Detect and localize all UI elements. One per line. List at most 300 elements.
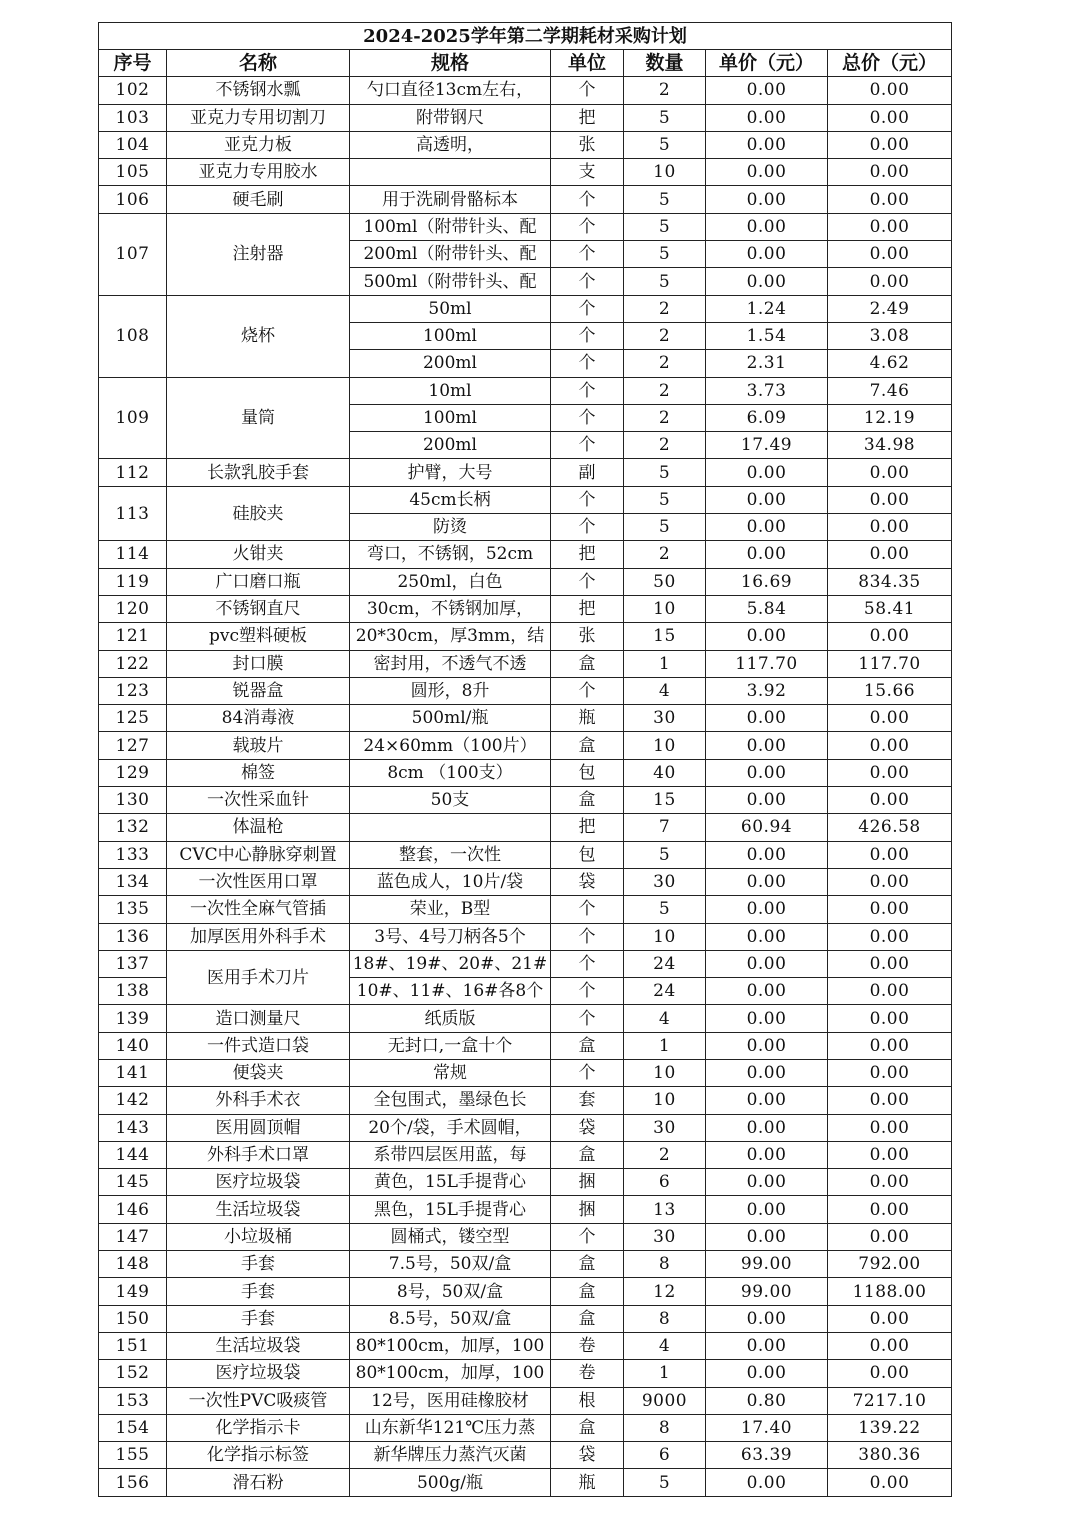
cell-qty: 50 xyxy=(624,568,706,595)
cell-total: 12.19 xyxy=(828,404,952,431)
cell-qty: 2 xyxy=(624,432,706,459)
cell-total: 117.70 xyxy=(828,650,952,677)
cell-unit: 副 xyxy=(551,459,624,486)
cell-no: 109 xyxy=(99,377,167,459)
table-row xyxy=(99,1114,952,1141)
cell-unit: 张 xyxy=(551,623,624,650)
table-row xyxy=(99,1196,952,1223)
cell-price: 0.00 xyxy=(706,1332,828,1359)
cell-unit: 瓶 xyxy=(551,705,624,732)
cell-unit: 个 xyxy=(551,1223,624,1250)
cell-qty: 2 xyxy=(624,404,706,431)
cell-spec: 500ml（附带针头、配 xyxy=(350,268,551,295)
cell-total: 0.00 xyxy=(828,268,952,295)
cell-price: 0.00 xyxy=(706,732,828,759)
cell-qty: 5 xyxy=(624,131,706,158)
table-row xyxy=(99,1223,952,1250)
cell-name: 亚克力专用胶水 xyxy=(167,159,350,186)
cell-price: 0.00 xyxy=(706,1223,828,1250)
cell-unit: 个 xyxy=(551,77,624,104)
cell-unit: 张 xyxy=(551,131,624,158)
cell-qty: 30 xyxy=(624,1114,706,1141)
cell-price: 0.00 xyxy=(706,759,828,786)
cell-spec: 密封用，不透气不透 xyxy=(350,650,551,677)
cell-name: 外科手术口罩 xyxy=(167,1141,350,1168)
cell-no: 138 xyxy=(99,978,167,1005)
cell-total: 0.00 xyxy=(828,759,952,786)
table-row xyxy=(99,1442,952,1469)
cell-qty: 2 xyxy=(624,1141,706,1168)
cell-total: 0.00 xyxy=(828,1305,952,1332)
cell-total: 0.00 xyxy=(828,486,952,513)
cell-unit: 个 xyxy=(551,1005,624,1032)
cell-total: 0.00 xyxy=(828,705,952,732)
cell-no: 113 xyxy=(99,486,167,541)
cell-unit: 捆 xyxy=(551,1169,624,1196)
cell-spec: 20*30cm，厚3mm，结 xyxy=(350,623,551,650)
cell-no: 140 xyxy=(99,1032,167,1059)
cell-spec: 3号、4号刀柄各5个 xyxy=(350,923,551,950)
table-row xyxy=(99,541,952,568)
cell-name: 不锈钢直尺 xyxy=(167,595,350,622)
cell-total: 0.00 xyxy=(828,868,952,895)
cell-spec: 用于洗刷骨骼标本 xyxy=(350,186,551,213)
cell-price: 0.00 xyxy=(706,896,828,923)
cell-price: 0.00 xyxy=(706,978,828,1005)
cell-spec: 8号，50双/盒 xyxy=(350,1278,551,1305)
cell-spec: 新华牌压力蒸汽灭菌 xyxy=(350,1442,551,1469)
cell-spec: 20个/袋，手术圆帽， xyxy=(350,1114,551,1141)
cell-total: 0.00 xyxy=(828,1141,952,1168)
cell-spec: 100ml xyxy=(350,404,551,431)
cell-qty: 5 xyxy=(624,241,706,268)
cell-qty: 6 xyxy=(624,1169,706,1196)
table-row xyxy=(99,213,952,240)
cell-name: 亚克力板 xyxy=(167,131,350,158)
cell-qty: 10 xyxy=(624,732,706,759)
cell-qty: 5 xyxy=(624,486,706,513)
table-row xyxy=(99,1305,952,1332)
cell-total: 0.00 xyxy=(828,159,952,186)
cell-spec: 200ml xyxy=(350,350,551,377)
cell-name: 手套 xyxy=(167,1251,350,1278)
cell-no: 129 xyxy=(99,759,167,786)
cell-spec: 8cm （100支） xyxy=(350,759,551,786)
cell-unit: 个 xyxy=(551,514,624,541)
cell-unit: 盒 xyxy=(551,732,624,759)
cell-qty: 30 xyxy=(624,1223,706,1250)
cell-spec: 100ml xyxy=(350,322,551,349)
cell-unit: 个 xyxy=(551,350,624,377)
cell-price: 0.00 xyxy=(706,705,828,732)
cell-price: 63.39 xyxy=(706,1442,828,1469)
cell-unit: 个 xyxy=(551,486,624,513)
cell-qty: 10 xyxy=(624,923,706,950)
cell-qty: 4 xyxy=(624,1005,706,1032)
cell-unit: 卷 xyxy=(551,1360,624,1387)
cell-total: 0.00 xyxy=(828,77,952,104)
cell-no: 147 xyxy=(99,1223,167,1250)
cell-name: 生活垃圾袋 xyxy=(167,1196,350,1223)
cell-total: 3.08 xyxy=(828,322,952,349)
cell-qty: 5 xyxy=(624,104,706,131)
cell-price: 0.00 xyxy=(706,1005,828,1032)
table-row xyxy=(99,1087,952,1114)
cell-unit: 把 xyxy=(551,814,624,841)
cell-price: 0.00 xyxy=(706,486,828,513)
table-row xyxy=(99,868,952,895)
cell-name: 小垃圾桶 xyxy=(167,1223,350,1250)
cell-qty: 6 xyxy=(624,1442,706,1469)
cell-qty: 10 xyxy=(624,1059,706,1086)
cell-spec: 防烫 xyxy=(350,514,551,541)
cell-price: 99.00 xyxy=(706,1278,828,1305)
cell-no: 127 xyxy=(99,732,167,759)
cell-qty: 1 xyxy=(624,1032,706,1059)
cell-unit: 根 xyxy=(551,1387,624,1414)
cell-name: 化学指示标签 xyxy=(167,1442,350,1469)
cell-spec: 30cm，不锈钢加厚， xyxy=(350,595,551,622)
header-total: 总价（元） xyxy=(828,50,952,77)
cell-qty: 5 xyxy=(624,841,706,868)
cell-qty: 5 xyxy=(624,1469,706,1496)
cell-qty: 5 xyxy=(624,459,706,486)
cell-unit: 个 xyxy=(551,677,624,704)
cell-unit: 个 xyxy=(551,568,624,595)
cell-total: 139.22 xyxy=(828,1414,952,1441)
table-row xyxy=(99,77,952,104)
cell-no: 139 xyxy=(99,1005,167,1032)
cell-no: 132 xyxy=(99,814,167,841)
cell-price: 99.00 xyxy=(706,1251,828,1278)
cell-unit: 个 xyxy=(551,322,624,349)
cell-total: 0.00 xyxy=(828,186,952,213)
cell-no: 125 xyxy=(99,705,167,732)
cell-price: 3.73 xyxy=(706,377,828,404)
cell-total: 0.00 xyxy=(828,1005,952,1032)
cell-price: 117.70 xyxy=(706,650,828,677)
cell-no: 103 xyxy=(99,104,167,131)
cell-name: 量筒 xyxy=(167,377,350,459)
cell-qty: 5 xyxy=(624,186,706,213)
cell-qty: 1 xyxy=(624,1360,706,1387)
cell-spec: 8.5号，50双/盒 xyxy=(350,1305,551,1332)
cell-total: 0.00 xyxy=(828,1032,952,1059)
cell-name: 载玻片 xyxy=(167,732,350,759)
cell-qty: 9000 xyxy=(624,1387,706,1414)
table-row xyxy=(99,705,952,732)
cell-spec: 50支 xyxy=(350,787,551,814)
cell-no: 122 xyxy=(99,650,167,677)
table-title: 2024-2025学年第二学期耗材采购计划 xyxy=(98,22,952,49)
table-row xyxy=(99,950,952,977)
table-body xyxy=(99,77,952,1496)
cell-no: 143 xyxy=(99,1114,167,1141)
cell-price: 0.00 xyxy=(706,1059,828,1086)
cell-spec: 500ml/瓶 xyxy=(350,705,551,732)
cell-price: 0.00 xyxy=(706,1169,828,1196)
table-row xyxy=(99,732,952,759)
cell-qty: 4 xyxy=(624,677,706,704)
cell-total: 0.00 xyxy=(828,1114,952,1141)
cell-spec: 全包围式，墨绿色长 xyxy=(350,1087,551,1114)
cell-unit: 盒 xyxy=(551,1251,624,1278)
cell-spec: 80*100cm，加厚，100 xyxy=(350,1360,551,1387)
cell-qty: 2 xyxy=(624,350,706,377)
cell-qty: 8 xyxy=(624,1414,706,1441)
cell-qty: 2 xyxy=(624,322,706,349)
cell-unit: 捆 xyxy=(551,1196,624,1223)
cell-no: 148 xyxy=(99,1251,167,1278)
cell-no: 155 xyxy=(99,1442,167,1469)
cell-spec: 附带钢尺 xyxy=(350,104,551,131)
cell-total: 34.98 xyxy=(828,432,952,459)
cell-total: 0.00 xyxy=(828,841,952,868)
cell-no: 120 xyxy=(99,595,167,622)
table-row xyxy=(99,787,952,814)
cell-qty: 10 xyxy=(624,595,706,622)
cell-spec: 10#、11#、16#各8个 xyxy=(350,978,551,1005)
cell-qty: 2 xyxy=(624,377,706,404)
table-row xyxy=(99,814,952,841)
cell-spec: 100ml（附带针头、配 xyxy=(350,213,551,240)
cell-total: 0.00 xyxy=(828,104,952,131)
cell-price: 0.00 xyxy=(706,1087,828,1114)
cell-total: 0.00 xyxy=(828,1169,952,1196)
cell-price: 60.94 xyxy=(706,814,828,841)
table-row xyxy=(99,759,952,786)
table-row xyxy=(99,896,952,923)
cell-price: 0.80 xyxy=(706,1387,828,1414)
cell-qty: 15 xyxy=(624,623,706,650)
cell-no: 149 xyxy=(99,1278,167,1305)
cell-unit: 盒 xyxy=(551,1032,624,1059)
cell-total: 0.00 xyxy=(828,896,952,923)
table-row xyxy=(99,459,952,486)
header-row xyxy=(99,50,952,77)
cell-spec xyxy=(350,159,551,186)
cell-no: 106 xyxy=(99,186,167,213)
cell-name: 造口测量尺 xyxy=(167,1005,350,1032)
cell-total: 0.00 xyxy=(828,1059,952,1086)
cell-no: 133 xyxy=(99,841,167,868)
cell-spec: 高透明， xyxy=(350,131,551,158)
cell-name: 化学指示卡 xyxy=(167,1414,350,1441)
cell-price: 0.00 xyxy=(706,459,828,486)
table-row xyxy=(99,1414,952,1441)
cell-total: 426.58 xyxy=(828,814,952,841)
cell-total: 0.00 xyxy=(828,213,952,240)
cell-name: 不锈钢水瓢 xyxy=(167,77,350,104)
cell-spec: 圆桶式，镂空型 xyxy=(350,1223,551,1250)
cell-no: 144 xyxy=(99,1141,167,1168)
cell-no: 114 xyxy=(99,541,167,568)
cell-price: 0.00 xyxy=(706,868,828,895)
cell-spec: 24×60mm（100片） xyxy=(350,732,551,759)
cell-spec: 200ml（附带针头、配 xyxy=(350,241,551,268)
table-row xyxy=(99,1469,952,1496)
cell-name: 注射器 xyxy=(167,213,350,295)
cell-unit: 个 xyxy=(551,432,624,459)
cell-spec: 250ml，白色 xyxy=(350,568,551,595)
cell-no: 150 xyxy=(99,1305,167,1332)
cell-no: 151 xyxy=(99,1332,167,1359)
cell-spec: 10ml xyxy=(350,377,551,404)
cell-total: 792.00 xyxy=(828,1251,952,1278)
table-row xyxy=(99,486,952,513)
cell-price: 0.00 xyxy=(706,104,828,131)
table-row xyxy=(99,1059,952,1086)
cell-price: 0.00 xyxy=(706,131,828,158)
cell-spec: 黑色，15L手提背心 xyxy=(350,1196,551,1223)
cell-price: 0.00 xyxy=(706,1360,828,1387)
cell-price: 0.00 xyxy=(706,186,828,213)
cell-unit: 包 xyxy=(551,759,624,786)
cell-no: 104 xyxy=(99,131,167,158)
cell-total: 15.66 xyxy=(828,677,952,704)
cell-unit: 袋 xyxy=(551,868,624,895)
cell-unit: 袋 xyxy=(551,1114,624,1141)
cell-qty: 12 xyxy=(624,1278,706,1305)
cell-no: 141 xyxy=(99,1059,167,1086)
cell-qty: 24 xyxy=(624,950,706,977)
cell-total: 0.00 xyxy=(828,1332,952,1359)
cell-qty: 7 xyxy=(624,814,706,841)
cell-no: 112 xyxy=(99,459,167,486)
cell-qty: 2 xyxy=(624,295,706,322)
cell-name: 亚克力专用切割刀 xyxy=(167,104,350,131)
cell-no: 105 xyxy=(99,159,167,186)
cell-name: 广口磨口瓶 xyxy=(167,568,350,595)
cell-total: 0.00 xyxy=(828,950,952,977)
cell-name: 锐器盒 xyxy=(167,677,350,704)
cell-total: 1188.00 xyxy=(828,1278,952,1305)
cell-unit: 支 xyxy=(551,159,624,186)
cell-qty: 5 xyxy=(624,514,706,541)
cell-qty: 8 xyxy=(624,1305,706,1332)
cell-unit: 盒 xyxy=(551,1141,624,1168)
cell-no: 107 xyxy=(99,213,167,295)
cell-spec: 整套，一次性 xyxy=(350,841,551,868)
cell-spec: 常规 xyxy=(350,1059,551,1086)
table-row xyxy=(99,159,952,186)
cell-qty: 2 xyxy=(624,541,706,568)
table-row xyxy=(99,623,952,650)
table-row xyxy=(99,841,952,868)
cell-price: 0.00 xyxy=(706,1305,828,1332)
cell-name: 一件式造口袋 xyxy=(167,1032,350,1059)
cell-spec: 12号，医用硅橡胶材 xyxy=(350,1387,551,1414)
table-row xyxy=(99,1169,952,1196)
cell-price: 0.00 xyxy=(706,923,828,950)
cell-price: 0.00 xyxy=(706,213,828,240)
table-row xyxy=(99,1360,952,1387)
table-row xyxy=(99,650,952,677)
cell-qty: 5 xyxy=(624,896,706,923)
cell-qty: 30 xyxy=(624,705,706,732)
table-row xyxy=(99,1032,952,1059)
cell-name: pvc塑料硬板 xyxy=(167,623,350,650)
cell-qty: 13 xyxy=(624,1196,706,1223)
cell-total: 0.00 xyxy=(828,1360,952,1387)
cell-unit: 个 xyxy=(551,404,624,431)
cell-name: 医用圆顶帽 xyxy=(167,1114,350,1141)
cell-no: 136 xyxy=(99,923,167,950)
cell-price: 17.40 xyxy=(706,1414,828,1441)
cell-unit: 卷 xyxy=(551,1332,624,1359)
cell-total: 0.00 xyxy=(828,514,952,541)
header-price: 单价（元） xyxy=(706,50,828,77)
cell-total: 0.00 xyxy=(828,1469,952,1496)
cell-total: 0.00 xyxy=(828,978,952,1005)
cell-name: 火钳夹 xyxy=(167,541,350,568)
cell-total: 4.62 xyxy=(828,350,952,377)
cell-spec: 80*100cm，加厚，100 xyxy=(350,1332,551,1359)
cell-name: 一次性采血针 xyxy=(167,787,350,814)
cell-no: 135 xyxy=(99,896,167,923)
table-row xyxy=(99,1251,952,1278)
cell-price: 2.31 xyxy=(706,350,828,377)
cell-price: 3.92 xyxy=(706,677,828,704)
cell-spec: 勺口直径13cm左右， xyxy=(350,77,551,104)
cell-spec: 纸质版 xyxy=(350,1005,551,1032)
cell-name: 一次性医用口罩 xyxy=(167,868,350,895)
cell-no: 130 xyxy=(99,787,167,814)
table-row xyxy=(99,1141,952,1168)
cell-unit: 瓶 xyxy=(551,1469,624,1496)
cell-name: 手套 xyxy=(167,1278,350,1305)
cell-qty: 1 xyxy=(624,650,706,677)
cell-spec: 圆形，8升 xyxy=(350,677,551,704)
cell-total: 2.49 xyxy=(828,295,952,322)
cell-unit: 袋 xyxy=(551,1442,624,1469)
cell-name: 医用手术刀片 xyxy=(167,950,350,1005)
cell-no: 108 xyxy=(99,295,167,377)
cell-unit: 盒 xyxy=(551,1305,624,1332)
cell-name: 一次性PVC吸痰管 xyxy=(167,1387,350,1414)
table-row xyxy=(99,131,952,158)
table-row xyxy=(99,1005,952,1032)
header-no: 序号 xyxy=(99,50,167,77)
cell-price: 0.00 xyxy=(706,1469,828,1496)
cell-no: 156 xyxy=(99,1469,167,1496)
cell-unit: 包 xyxy=(551,841,624,868)
cell-qty: 10 xyxy=(624,1087,706,1114)
table-row xyxy=(99,677,952,704)
cell-name: 便袋夹 xyxy=(167,1059,350,1086)
cell-name: 硬毛刷 xyxy=(167,186,350,213)
cell-no: 137 xyxy=(99,950,167,977)
cell-spec: 18#、19#、20#、21# xyxy=(350,950,551,977)
cell-qty: 40 xyxy=(624,759,706,786)
cell-price: 0.00 xyxy=(706,159,828,186)
cell-qty: 8 xyxy=(624,1251,706,1278)
cell-unit: 把 xyxy=(551,104,624,131)
cell-price: 0.00 xyxy=(706,950,828,977)
cell-unit: 套 xyxy=(551,1087,624,1114)
cell-unit: 盒 xyxy=(551,787,624,814)
cell-name: 医疗垃圾袋 xyxy=(167,1169,350,1196)
cell-name: 滑石粉 xyxy=(167,1469,350,1496)
cell-price: 0.00 xyxy=(706,841,828,868)
cell-name: 封口膜 xyxy=(167,650,350,677)
cell-unit: 盒 xyxy=(551,1278,624,1305)
table-row xyxy=(99,568,952,595)
table-row xyxy=(99,595,952,622)
cell-qty: 10 xyxy=(624,159,706,186)
cell-unit: 把 xyxy=(551,595,624,622)
cell-name: 生活垃圾袋 xyxy=(167,1332,350,1359)
